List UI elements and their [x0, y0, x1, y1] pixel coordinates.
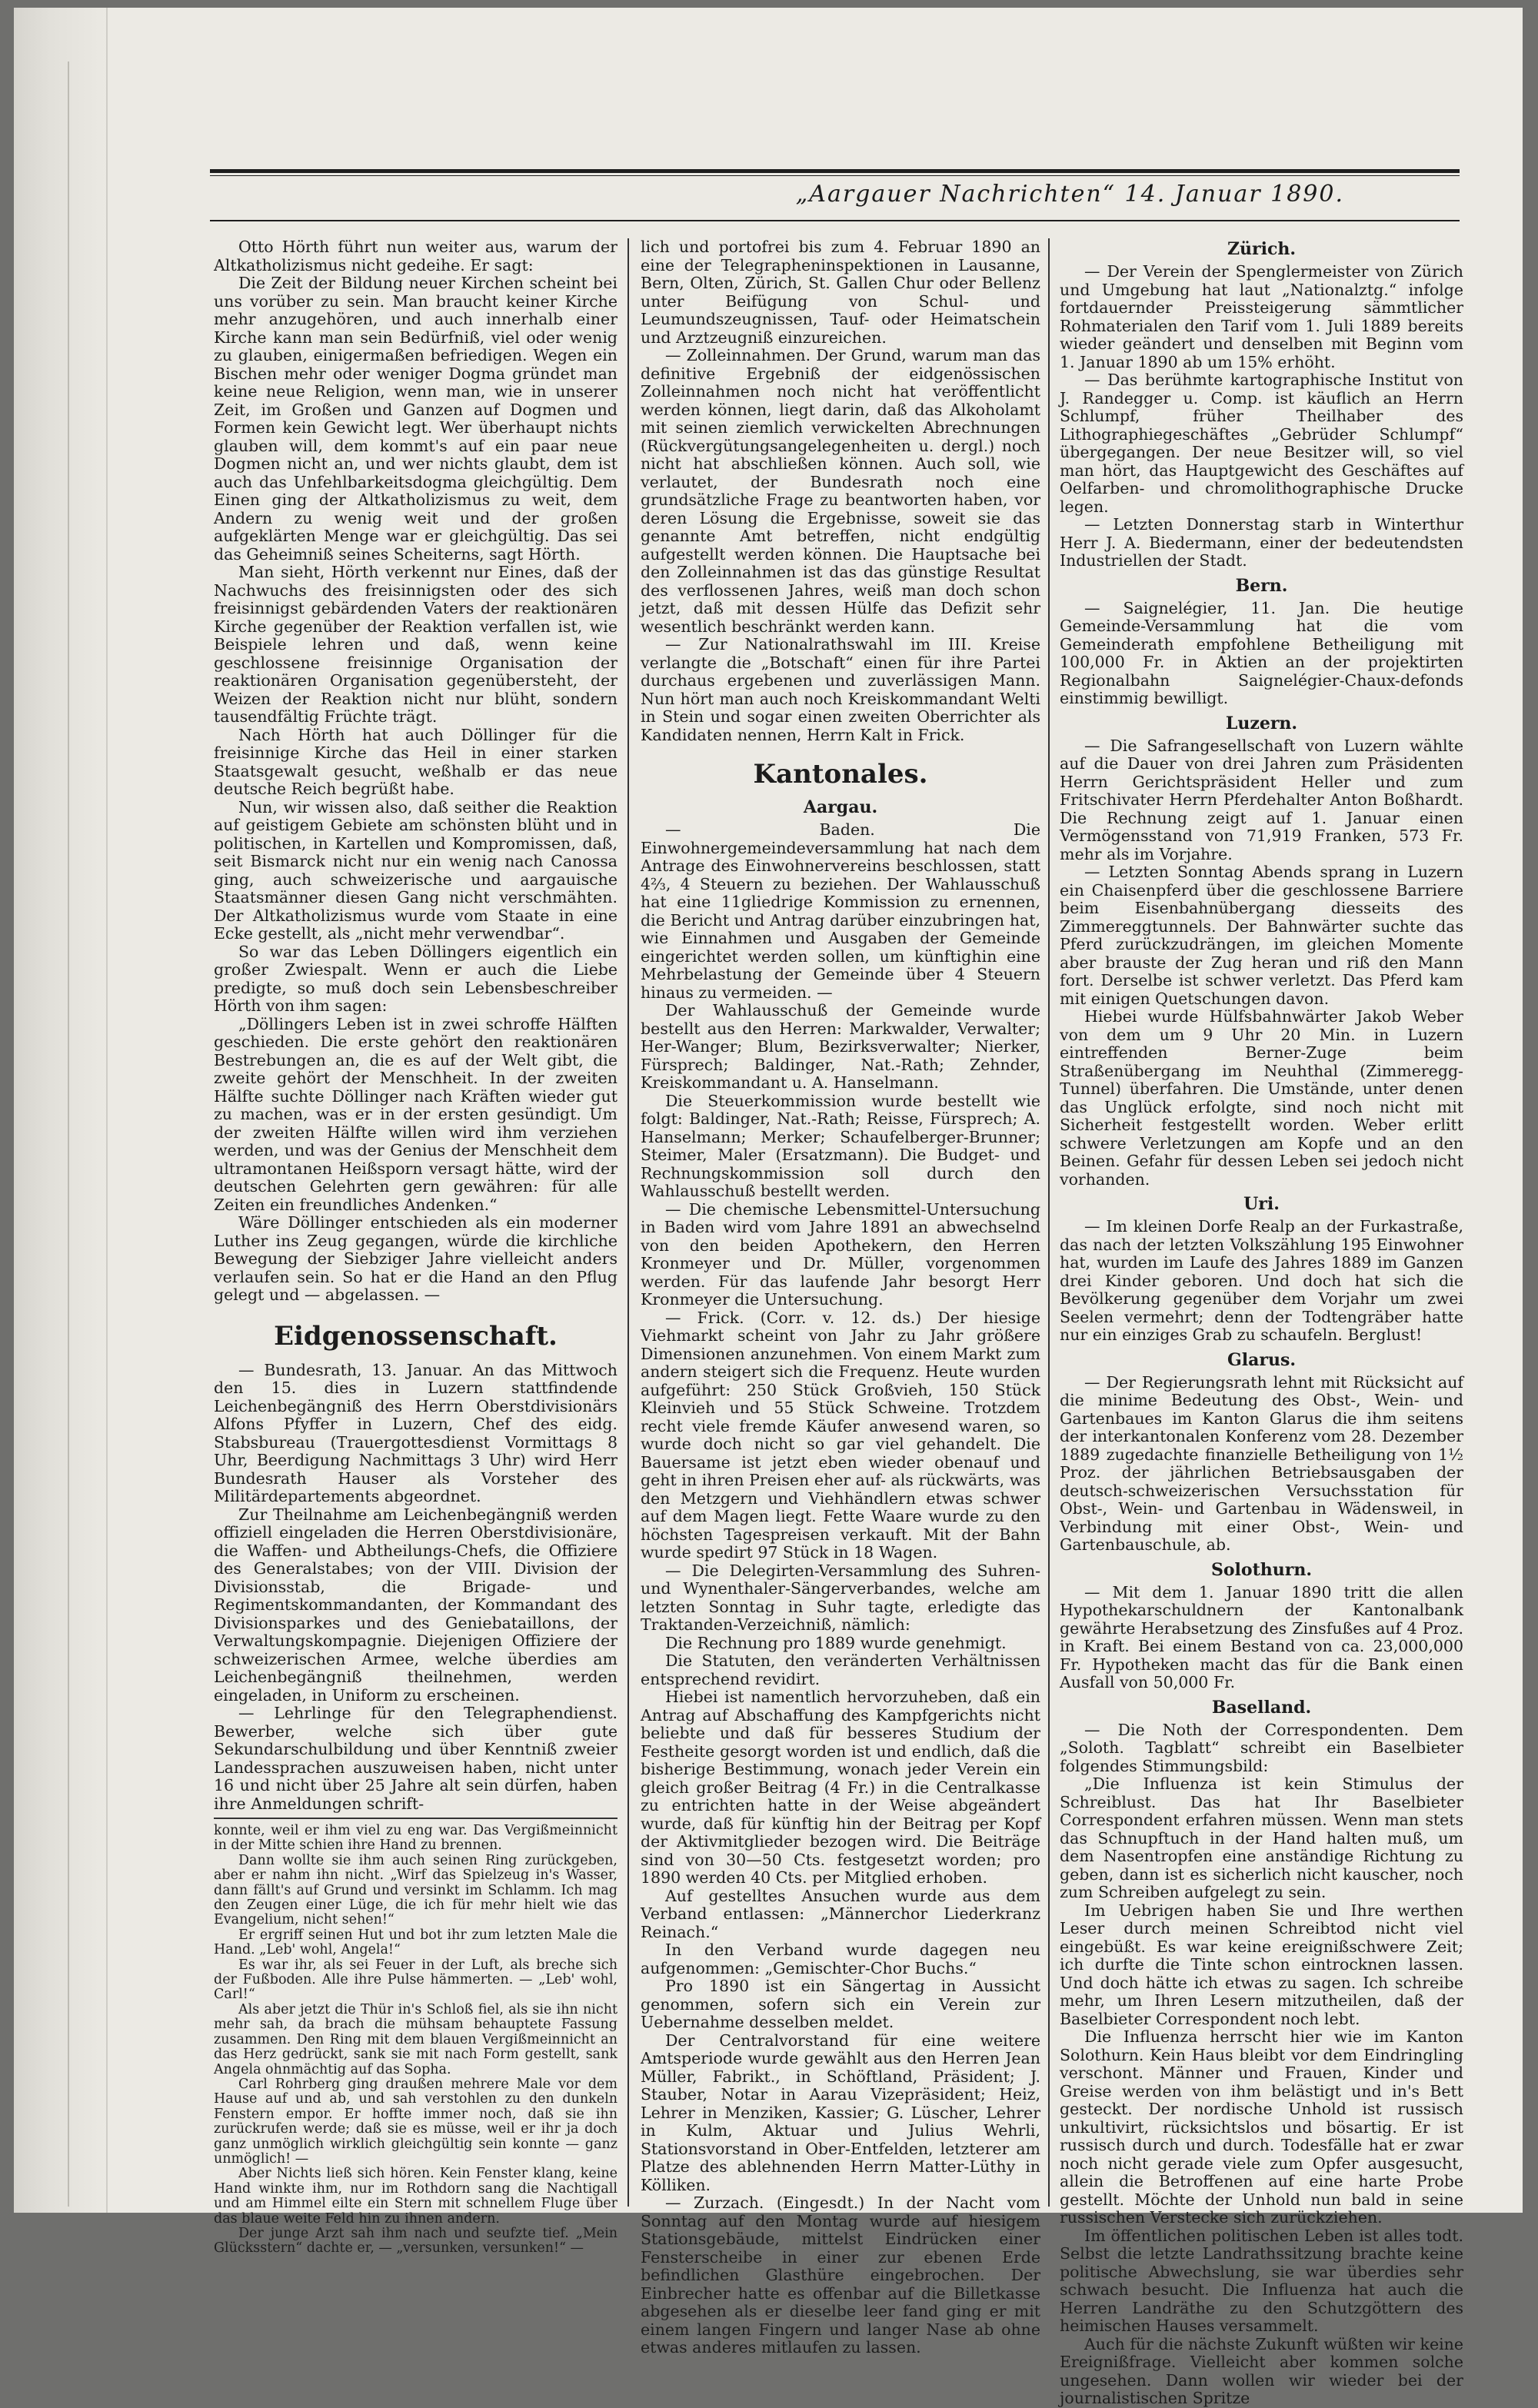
paragraph: — Der Regierungsrath lehnt mit Rücksicht auf die minime Bedeutung des Obst-, Wein- und Gartenbaues im Kanton Glarus die ihm seitens der interkantonalen Konferenz vom 28. Dezember 1889 zugedachte finanzielle Betheiligung von 1½ Proz. der jährlichen Betriebsausgaben der deutsch-schweizerischen Versuchsstation für Obst-, Wein- und Gartenbau in Wädensweil, in Verbindung mit einer Obst-, Wein- und Gartenbauschule, ab.: [1060, 1372, 1463, 1554]
section-heading-kantonales: Kantonales.: [753, 759, 928, 790]
masthead: „Aargauer Nachrichten“ 14. Januar 1890.: [795, 181, 1344, 208]
paragraph: — Baden. Die Einwohnergemeindeversammlung hat nach dem Antrage des Einwohnervereins beschlossen, statt 4⅔, 4 Steuern zu beziehen. Der Wahlausschuß hat eine 11gliedrige Kommission zu ernennen, die Bericht und Antrag darüber einzubringen hat, wie Einnahmen und Ausgaben der Gemeinde eingerichtet werden sollen, um künftighin eine Mehrbelastung der Gemeinde über 4 Steuern hinaus zu vermeiden. —: [641, 820, 1040, 1002]
paragraph: — Der Verein der Spenglermeister von Zürich und Umgebung hat laut „Nationalztg.“ infolge fortdauernder Preissteigerung sämmtlicher Rohmaterialen den Tarif vom 1. Juli 1889 bereits wieder geändert und denselben mit Beginn vom 1. Januar 1890 ab um 15% erhöht.: [1060, 262, 1463, 371]
subheading-uri: Uri.: [1243, 1194, 1280, 1214]
paragraph: Auch für die nächste Zukunft wüßten wir keine Ereignißfrage. Vielleicht aber kommen solche ungesehen. Dann wollen wir wieder bei der journalistischen Spritze: [1060, 2334, 1463, 2407]
column-2: [641, 238, 1040, 2356]
paragraph: Pro 1890 ist ein Sängertag in Aussicht genommen, sofern sich ein Verein zur Uebernahme desselben meldet.: [641, 1977, 1040, 2031]
paragraph: Man sieht, Hörth verkennt nur Eines, daß der Nachwuchs des freisinnigsten oder des sich freisinnigst gebärdenden Vaters der reaktionären Kirche gegenüber der Reaktion verfallen ist, wie Beispiele lehren und daß, wenn keine geschlossene freisinnige Organisation der reaktionären Organisation gegenübersteht, der Weizen der Reaktion nicht nur blüht, sondern tausendfältig Früchte trägt.: [214, 563, 618, 726]
subheading-luzern: Luzern.: [1225, 713, 1298, 733]
paragraph: — Im kleinen Dorfe Realp an der Furkastraße, das nach der letzten Volkszählung 195 Einwohner hat, wurden im Laufe des Jahres 1889 im Ganzen drei Kinder geboren. Und doch hat sich die Bevölkerung gegenüber dem Vorjahr um zwei Seelen vermehrt; denn der Todtengräber hatte nur ein einziges Grab zu schaufeln. Berglust!: [1060, 1217, 1463, 1344]
paragraph: So war das Leben Döllingers eigentlich ein großer Zwiespalt. Wenn er auch die Liebe predigte, so muß doch sein Lebensbeschreiber Hörth von ihm sagen:: [214, 942, 618, 1015]
paragraph: Im Uebrigen haben Sie und Ihre werthen Leser durch meinen Schreibtod nicht viel eingebüßt. Es war keine ereignißschwere Zeit; ich durfte die Tinte schon eintrocknen lassen. Und doch hätte ich etwas zu sagen. Ich schreibe mehr, um Ihren Lesern mitzutheilen, daß der Baselbieter Correspondent noch lebt.: [1060, 1901, 1463, 2028]
section-heading-eidgenossenschaft: Eidgenossenschaft.: [274, 1320, 558, 1352]
paragraph: Die Influenza herrscht hier wie im Kanton Solothurn. Kein Haus bleibt vor dem Eindringling verschont. Männer und Frauen, Kinder und Greise werden von ihm belästigt und in's Bett gesteckt. Der nordische Unhold ist russisch unkultivirt, rücksichtslos und bösartig. Er ist russisch durch und durch. Todesfälle hat er zwar noch nicht gerade viele zum Opfer ausgesucht, allein die Betroffenen auf eine harte Probe gestellt. Möchte der Unhold nun bald in seine russischen Verstecke sich zurückziehen.: [1060, 2027, 1463, 2227]
paragraph: — Letzten Donnerstag starb in Winterthur Herr J. A. Biedermann, einer der bedeutendsten Industriellen der Stadt.: [1060, 515, 1463, 570]
paragraph: — Zolleinnahmen. Der Grund, warum man das definitive Ergebniß der eidgenössischen Zolleinnahmen noch nicht hat veröffentlicht werden können, liegt darin, daß das Alkoholamt mit seinen ziemlich verwickelten Abrechnungen (Rückvergütungsangelegenheiten u. dergl.) noch nicht hat abschließen können. Auch soll, wie verlautet, der Bundesrath noch eine grundsätzliche Frage zu beantworten haben, vor deren Lösung die Ergebnisse, soweit sie das genannte Amt betreffen, nicht endgültig aufgestellt werden können. Die Hauptsache bei den Zolleinnahmen ist das das günstige Resultat des verflossenen Jahres, weiß man doch schon jetzt, daß mit dessen Hülfe das Defizit sehr wesentlich beschränkt werden kann.: [641, 346, 1040, 636]
feuilleton-paragraph: konnte, weil er ihm viel zu eng war. Das Vergißmeinnicht in der Mitte schien ihre Hand zu brennen.: [214, 1823, 618, 1854]
feuilleton-paragraph: Es war ihr, als sei Feuer in der Luft, als breche sich der Fußboden. Alle ihre Pulse hämmerten. — „Leb' wohl, Carl!“: [214, 1957, 618, 2003]
paragraph: — Die Noth der Correspondenten. Dem „Soloth. Tagblatt“ schreibt ein Baselbieter folgendes Stimmungsbild:: [1060, 1720, 1463, 1775]
feuilleton-paragraph: Dann wollte sie ihm auch seinen Ring zurückgeben, aber er nahm ihn nicht. „Wirf das Spielzeug in's Wasser, dann fällt's auf Grund und versinkt im Schlamm. Ich mag den Zeugen einer Lüge, die ich für mehr hielt wie das Evangelium, nicht sehen!“: [214, 1852, 618, 1928]
paragraph: — Die Delegirten-Versammlung des Suhren- und Wynenthaler-Sängerverbandes, welche am letzten Sonntag in Suhr tagte, erledigte das Traktanden-Verzeichniß, nämlich:: [641, 1561, 1040, 1634]
paragraph: „Döllingers Leben ist in zwei schroffe Hälften geschieden. Die erste gehört den reaktionären Bestrebungen an, die es auf der Welt gibt, die zweite gehört der Menschheit. In der zweiten Hälfte suchte Döllinger nach Kräften wieder gut zu machen, was er in der ersten gesündigt. Um der zweiten Hälfte willen wird ihm verziehen werden, und was der Genius der Menschheit dem ultramontanen Heißsporn versagt hätte, wird der deutschen Gelehrten gern gewähren: für alle Zeiten ein freundliches Andenken.“: [214, 1014, 618, 1214]
newspaper-page: [14, 8, 1523, 2407]
column-divider-1: [628, 238, 629, 2207]
column-3: [1060, 238, 1463, 2407]
paragraph: — Die Safrangesellschaft von Luzern wählte auf die Dauer von drei Jahren zum Präsidenten Herrn Gerichtspräsident Heller und zum Fritschivater Herrn Pferdehalter Anton Boßhardt. Die Rechnung zeigt auf 1. Januar einen Vermögensstand von 71,919 Franken, 573 Fr. mehr als im Vorjahre.: [1060, 736, 1463, 863]
feuilleton-paragraph: Als aber jetzt die Thür in's Schloß fiel, als sie ihn nicht mehr sah, da brach die mühsam behauptete Fassung zusammen. Den Ring mit dem blauen Vergißmeinnicht an das Herz gedrückt, sank sie mit nach Form gestellt, sank Angela ohnmächtig auf das Sopha.: [214, 2001, 618, 2077]
paragraph: — Zurzach. (Eingesdt.) In der Nacht vom Sonntag auf den Montag wurde auf hiesigem Stationsgebäude, mittelst Eindrücken einer Fensterscheibe in einer zur ebenen Erde befindlichen Glasthüre eingebrochen. Der Einbrecher hatte es offenbar auf die Billetkasse abgesehen als er dieselbe leer fand ging er mit einem langen Fingern und langer Nase ab ohne etwas anderes mitlaufen zu lassen.: [641, 2193, 1040, 2356]
paragraph: — Die chemische Lebensmittel-Untersuchung in Baden wird vom Jahre 1891 an abwechselnd von den beiden Apothekern, den Herren Kronmeyer und Dr. Müller, vorgenommen werden. Für das laufende Jahr besorgt Herr Kronmeyer die Untersuchung.: [641, 1199, 1040, 1309]
subheading-zurich: Zürich.: [1227, 239, 1297, 259]
header-rule-top: [210, 169, 1460, 173]
page-header: [210, 169, 1460, 223]
paragraph: — Frick. (Corr. v. 12. ds.) Der hiesige Viehmarkt scheint von Jahr zu Jahr größere Dimensionen anzunehmen. Von einem Markt zum andern steigert sich die Frequenz. Heute wurden aufgeführt: 250 Stück Großvieh, 150 Stück Kleinvieh und 55 Stück Schweine. Trotzdem recht viele fremde Käufer anwesend waren, so wurde doch nicht so gar viel gehandelt. Die Bauersame ist jetzt eben wieder obenauf und geht in ihren Preisen eher auf- als rückwärts, was den Metzgern und Viehhändlern etwas schwer auf dem Magen liegt. Fette Waare wurde zu den höchsten Tagespreisen verkauft. Mit der Bahn wurde spedirt 97 Stück in 18 Wagen.: [641, 1308, 1040, 1562]
paragraph: „Die Influenza ist kein Stimulus der Schreiblust. Das hat Ihr Baselbieter Correspondent erfahren müssen. Wenn man stets das Schnupftuch in der Hand halten muß, um dem Nasentropfen eine anständige Richtung zu geben, dann ist es sicherlich nicht kauscher, noch zum Schreiben aufgelegt zu sein.: [1060, 1774, 1463, 1901]
paragraph: — Bundesrath, 13. Januar. An das Mittwoch den 15. dies in Luzern stattfindende Leichenbegängniß des Herrn Oberstdivisionärs Alfons Pfyffer in Luzern, Chef des eidg. Stabsbureau (Trauergottesdienst Vormittags 8 Uhr, Beerdigung Nachmittags 3 Uhr) wird Herr Bundesrath Hauser als Vorsteher des Militärdepartements abgeordnet.: [214, 1360, 618, 1505]
paragraph: Zur Theilnahme am Leichenbegängniß werden offiziell eingeladen die Herren Oberstdivisionäre, die Waffen- und Abtheilungs-Chefs, die Offiziere des Generalstabes; von der VIII. Division der Divisionsstab, die Brigade- und Regimentskommandanten, der Kommandant des Divisionsparkes und des Geniebataillons, der Verwaltungskompagnie. Diejenigen Offiziere der schweizerischen Armee, welche überdies am Leichenbegängniß theilnehmen, werden eingeladen, in Uniform zu erscheinen.: [214, 1505, 618, 1705]
paragraph: Die Zeit der Bildung neuer Kirchen scheint bei uns vorüber zu sein. Man braucht keiner Kirche mehr anzugehören, und auch innerhalb einer Kirche kann man sein Bedürfniß, viel oder wenig zu glauben, einigermaßen befriedigen. Wegen ein Bischen mehr oder weniger Dogma gründet man keine neue Religion, wenn man, wie in unserer Zeit, im Großen und Ganzen auf Dogmen und Formen kein Gewicht legt. Wer überhaupt nichts glauben will, dem kommt's auf ein paar neue Dogmen nicht an, und wer nichts glaubt, dem ist auch das Unfehlbarkeitsdogma gleichgültig. Dem Einen ging der Altkatholizismus zu weit, dem Andern zu wenig weit und der großen aufgeklärten Menge war er gleichgültig. Das sei das Geheimniß seines Scheiterns, sagt Hörth.: [214, 274, 618, 564]
feuilleton-paragraph: Aber Nichts ließ sich hören. Kein Fenster klang, keine Hand winkte ihm, nur im Rothdorn sang die Nachtigall und am Himmel eilte ein Stern mit schnellem Fluge über das blaue weite Feld hin zu ihnen andern.: [214, 2166, 618, 2227]
paragraph: Der Wahlausschuß der Gemeinde wurde bestellt aus den Herren: Markwalder, Verwalter; Her-Wanger; Blum, Bezirksverwalter; Nierker, Fürsprech; Baldinger, Nat.-Rath; Zehnder, Kreiskommandant u. A. Hanselmann.: [641, 1001, 1040, 1092]
paragraph: Der Centralvorstand für eine weitere Amtsperiode wurde gewählt aus den Herren Jean Müller, Fabrikt., in Schöftland, Präsident; J. Stauber, Notar in Aarau Vizepräsident; Heiz, Lehrer in Menziken, Kassier; G. Lüscher, Lehrer in Kulm, Aktuar und Julius Wehrli, Stationsvorstand in Ober-Entfelden, letzterer am Platze des ablehnenden Herrn Matter-Lüthy in Kölliken.: [641, 2031, 1040, 2194]
paragraph: — Letzten Sonntag Abends sprang in Luzern ein Chaisenpferd über die geschlossene Barriere beim Eisenbahnübergang diesseits des Zimmereggtunnels. Der Bahnwärter suchte das Pferd zurückzudrängen, im gleichen Momente aber brauste der Zug heran und riß den Mann fort. Derselbe ist schwer verletzt. Das Pferd kam mit einigen Quetschungen davon.: [1060, 863, 1463, 1008]
subheading-glarus: Glarus.: [1227, 1349, 1297, 1370]
paragraph: — Saignelégier, 11. Jan. Die heutige Gemeinde-Versammlung hat die vom Gemeinderath empfohlene Betheiligung mit 100,000 Fr. in Aktien an der projektirten Regionalbahn Saignelégier-Chaux-defonds einstimmig bewilligt.: [1060, 598, 1463, 707]
column-1: [214, 238, 618, 2257]
feuilleton: [214, 1824, 618, 2257]
paragraph: Die Rechnung pro 1889 wurde genehmigt.: [665, 1633, 1007, 1652]
paragraph: Nach Hörth hat auch Döllinger für die freisinnige Kirche das Heil in einer starken Staatsgewalt gesucht, weßhalb er das neue deutsche Reich begrüßt habe.: [214, 725, 618, 798]
paragraph: Wäre Döllinger entschieden als ein moderner Luther ins Zeug gegangen, würde die kirchliche Bewegung der Siebziger Jahre vielleicht anders verlaufen sein. So hat er die Hand an den Pflug gelegt und — abgelassen. —: [214, 1213, 618, 1304]
subheading-aargau: Aargau.: [803, 797, 878, 817]
paragraph: — Lehrlinge für den Telegraphendienst. Bewerber, welche sich über gute Sekundarschulbildung und über Kenntniß zweier Landessprachen auszuweisen haben, nicht unter 16 und nicht über 25 Jahre alt sein dürfen, haben ihre Anmeldungen schrift-: [214, 1704, 618, 1813]
paragraph: — Zur Nationalrathswahl im III. Kreise verlangte die „Botschaft“ einen für ihre Partei durchaus ergebenen und zuverlässigen Mann. Nun hört man auch noch Kreiskommandant Welti in Stein und sogar einen zweiten Oberrichter als Kandidaten nennen, Herrn Kalt in Frick.: [641, 635, 1040, 744]
header-rule-bottom: [210, 220, 1460, 221]
paragraph: Im öffentlichen politischen Leben ist alles todt. Selbst die letzte Landrathssitzung brachte keine politische Abwechslung, sie war überdies sehr schwach besucht. Die Influenza hat auch die Herren Landräthe zu den Schutzgöttern des heimischen Hauses versammelt.: [1060, 2226, 1463, 2335]
paragraph: Nun, wir wissen also, daß seither die Reaktion auf geistigem Gebiete am schönsten blüht und in politischen, in Kartellen und Kompromissen, daß, seit Bismarck nicht nur ein wenig nach Canossa ging, auch schweizerische und aargauische Staatsmänner diesen Gang nicht verschmähten. Der Altkatholizismus wurde vom Staate in eine Ecke gestellt, als „nicht mehr verwendbar“.: [214, 797, 618, 943]
feuilleton-paragraph: Carl Rohrberg ging draußen mehrere Male vor dem Hause auf und ab, und sah verstohlen zu den dunkeln Fenstern empor. Er hoffte immer noch, daß sie ihn zurückrufen werde; daß sie es müsse, weil er ihr ja doch ganz unmöglich wirklich gleichgültig sein konnte — ganz unmöglich! —: [214, 2076, 618, 2167]
binding-edge: [14, 8, 108, 2213]
paragraph: In den Verband wurde dagegen neu aufgenommen: „Gemischter-Chor Buchs.“: [641, 1941, 1040, 1977]
paragraph: Die Steuerkommission wurde bestellt wie folgt: Baldinger, Nat.-Rath; Reisse, Fürsprech; A. Hanselmann; Merker; Schaufelberger-Brunner; Steimer, Maler (Ersatzmann). Die Budget- und Rechnungskommission soll durch den Wahlausschuß bestellt werden.: [641, 1091, 1040, 1200]
feuilleton-rule: [214, 1818, 618, 1819]
paragraph: — Mit dem 1. Januar 1890 tritt die allen Hypothekarschuldnern der Kantonalbank gewährte Herabsetzung des Zinsfußes auf 4 Proz. in Kraft. Bei einem Bestand von ca. 23,000,000 Fr. Hypotheken macht das für die Bank einen Ausfall von 50,000 Fr.: [1060, 1582, 1463, 1691]
paragraph: Otto Hörth führt nun weiter aus, warum der Altkatholizismus nicht gedeihe. Er sagt:: [214, 238, 618, 274]
paragraph: Hiebei ist namentlich hervorzuheben, daß ein Antrag auf Abschaffung des Kampfgerichts nicht beliebte und daß für besseres Studium der Festheite gesorgt worden ist und endlich, daß die bisherige Bestimmung, wonach jeder Verein ein gleich großer Beitrag (4 Fr.) in die Centralkasse zu entrichten hatte in der Weise abgeändert wurde, daß für künftig hin der Beitrag per Kopf der Aktivmitglieder bezogen wird. Die Beiträge sind von 30—50 Cts. festgesetzt worden; pro 1890 werden 40 Cts. per Mitglied erhoben.: [641, 1688, 1040, 1887]
header-rule-top-thin: [210, 175, 1460, 176]
paragraph: Auf gestelltes Ansuchen wurde aus dem Verband entlassen: „Männerchor Liederkranz Reinach.“: [641, 1886, 1040, 1941]
page-fold-line: [68, 62, 69, 2207]
feuilleton-paragraph: Er ergriff seinen Hut und bot ihr zum letzten Male die Hand. „Leb' wohl, Angela!“: [214, 1927, 618, 1958]
subheading-solothurn: Solothurn.: [1211, 1559, 1312, 1580]
paragraph: — Das berühmte kartographische Institut von J. Randegger u. Comp. ist käuflich an Herrn Schlumpf, früher Theilhaber des Lithographiegeschäftes „Gebrüder Schlumpf“ übergegangen. Der neue Besitzer will, so viel man hört, das Hauptgewicht des Geschäftes auf Oelfarben- und chromolithographische Drucke legen.: [1060, 371, 1463, 516]
column-divider-2: [1048, 238, 1050, 2207]
subheading-bern: Bern.: [1235, 575, 1288, 596]
feuilleton-paragraph: Der junge Arzt sah ihm nach und seufzte tief. „Mein Glücksstern“ dachte er, — „versunken, versunken!“ —: [214, 2225, 618, 2257]
paragraph: lich und portofrei bis zum 4. Februar 1890 an eine der Telegrapheninspektionen in Lausanne, Bern, Olten, Zürich, St. Gallen Chur oder Bellenz unter Beifügung von Schul- und Leumundszeugnissen, Tauf- oder Heimatschein und Arztzeugniß einzureichen.: [641, 238, 1040, 347]
paragraph: Die Statuten, den veränderten Verhältnissen entsprechend revidirt.: [641, 1651, 1040, 1688]
subheading-baselland: Baselland.: [1211, 1697, 1312, 1718]
paragraph: Hiebei wurde Hülfsbahnwärter Jakob Weber von dem um 9 Uhr 20 Min. in Luzern eintreffenden Berner-Zuge beim Straßenübergang im Neuhthal (Zimmeregg-Tunnel) überfahren. Die Umstände, unter denen das Unglück erfolgte, sind noch nicht mit Sicherheit festgestellt worden. Weber erlitt schwere Verletzungen am Kopfe und an den Beinen. Gefahr für dessen Leben sei jedoch nicht vorhanden.: [1060, 1007, 1463, 1189]
